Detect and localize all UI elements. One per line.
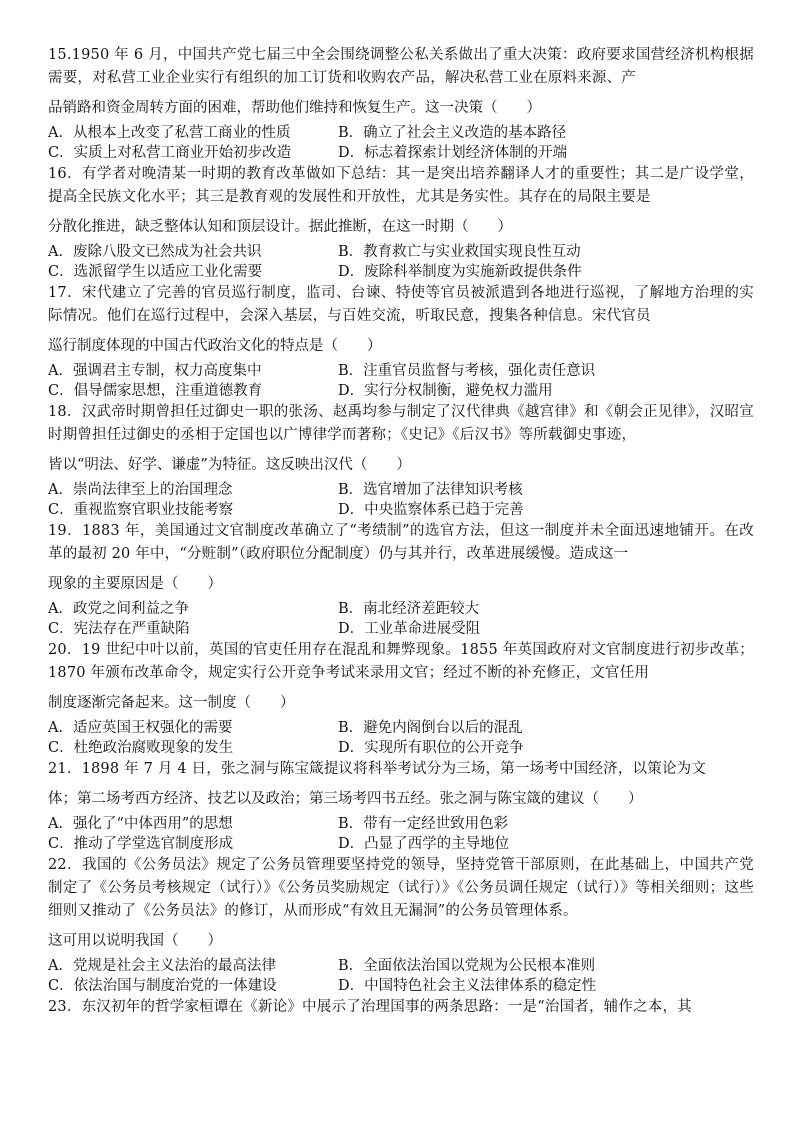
option-b[interactable]: B．避免内阁倒台以后的混乱 bbox=[338, 720, 523, 736]
question-number: 16． bbox=[48, 166, 83, 182]
question-18 bbox=[48, 401, 754, 520]
question-22 bbox=[48, 854, 754, 996]
option-d[interactable]: D．凸显了西学的主导地位 bbox=[338, 835, 510, 852]
option-a[interactable]: A．政党之间利益之争 bbox=[48, 601, 189, 617]
question-stem: 1950 年 6 月，中国共产党七届三中全会围绕调整公私关系做出了重大决策：政府要求国营经济机构根据需要，对私营工业企业实行有组织的加工订货和收购农产品，解决私营工业在原料来源、产 bbox=[48, 47, 754, 86]
option-c[interactable]: C．依法治国与制度治党的一体建设 bbox=[48, 977, 277, 994]
option-c[interactable]: C．重视监察官职业技能考察 bbox=[48, 501, 234, 518]
option-b[interactable]: B．教育救亡与实业救国实现良性互动 bbox=[338, 244, 581, 260]
option-a[interactable]: A．废除八股文已然成为社会共识 bbox=[48, 244, 262, 260]
option-d[interactable]: D．标志着探索计划经济体制的开端 bbox=[338, 144, 568, 161]
options bbox=[48, 481, 754, 520]
question-stem: 我国的《公务员法》规定了公务员管理要坚持党的领导，坚持党管干部原则，在此基础上，中国共产党制定了《公务员考核规定（试行）》《公务员奖励规定（试行）》《公务员调任规定（试行）》等相关细则；这些细则又推动了《公务员法》的修订，从而形成“有效且无漏洞”的公务员管理体系。 bbox=[48, 857, 754, 919]
question-stem: 19 世纪中叶以前，英国的官吏任用存在混乱和舞弊现象。1855 年英国政府对文官制度进行初步改革；1870 年颁布改革命令，规定实行公开竞争考试来录用文官；经过不断的补充修正，文官任用 bbox=[48, 642, 754, 681]
option-b[interactable]: B．选官增加了法律知识考核 bbox=[338, 482, 523, 498]
question-stem-end: 现象的主要原因是（ ） bbox=[48, 576, 222, 592]
question-stem-end: 皆以“明法、好学、谦虚”为特征。这反映出汉代（ ） bbox=[48, 457, 411, 473]
question-number: 17． bbox=[48, 285, 83, 301]
options bbox=[48, 243, 754, 282]
question-stem: 1898 年 7 月 4 日，张之洞与陈宝箴提议将科举考试分为三场，第一场考中国经济，以策论为文 bbox=[81, 761, 707, 777]
question-stem-end: 制度逐渐完备起来。这一制度（ ） bbox=[48, 695, 295, 711]
question-stem-end: 品销路和资金周转方面的困难，帮助他们维持和恢复生产。这一决策（ ） bbox=[48, 100, 541, 116]
option-a[interactable]: A．党规是社会主义法治的最高法律 bbox=[48, 958, 276, 974]
question-number: 19． bbox=[48, 523, 83, 539]
option-a[interactable]: A．适应英国王权强化的需要 bbox=[48, 720, 233, 736]
question-16 bbox=[48, 163, 754, 282]
option-d[interactable]: D．中央监察体系已趋于完善 bbox=[338, 501, 524, 518]
question-number: 21． bbox=[48, 761, 82, 777]
question-19 bbox=[48, 520, 754, 639]
option-d[interactable]: D．实现所有职位的公开竞争 bbox=[338, 739, 524, 756]
option-d[interactable]: D．工业革命进展受阻 bbox=[338, 620, 481, 637]
option-b[interactable]: B．确立了社会主义改造的基本路径 bbox=[338, 125, 567, 141]
question-number: 22． bbox=[48, 857, 83, 873]
options bbox=[48, 719, 754, 758]
option-d[interactable]: D．实行分权制衡，避免权力滥用 bbox=[338, 382, 553, 399]
option-a[interactable]: A．崇尚法律至上的治国理念 bbox=[48, 482, 233, 498]
question-stem-end: 巡行制度体现的中国古代政治文化的特点是（ ） bbox=[48, 338, 382, 354]
option-d[interactable]: D．中国特色社会主义法律体系的稳定性 bbox=[338, 977, 597, 994]
question-number: 15. bbox=[48, 47, 72, 63]
question-23 bbox=[48, 996, 754, 1019]
option-b[interactable]: B．带有一定经世致用色彩 bbox=[338, 816, 509, 832]
question-stem: 有学者对晚清某一时期的教育改革做如下总结：其一是突出培养翻译人才的重要性；其二是广设学堂，提高全民族文化水平；其三是教育观的发展性和开放性，尤其是务实性。其存在的局限主要是 bbox=[48, 166, 754, 205]
option-a[interactable]: A．强化了“中体西用”的思想 bbox=[48, 816, 233, 832]
question-stem: 东汉初年的哲学家桓谭在《新论》中展示了治理国事的两条思路：一是“治国者，辅作之本，其 bbox=[81, 999, 692, 1015]
option-c[interactable]: C．实质上对私营工商业开始初步改造 bbox=[48, 144, 292, 161]
option-a[interactable]: A．从根本上改变了私营工商业的性质 bbox=[48, 125, 291, 141]
question-stem-end: 分散化推进，缺乏整体认知和顶层设计。据此推断，在这一时期（ ） bbox=[48, 219, 512, 235]
options bbox=[48, 600, 754, 639]
option-c[interactable]: C．杜绝政治腐败现象的发生 bbox=[48, 739, 234, 756]
question-stem: 汉武帝时期曾担任过御史一职的张汤、赵禹均参与制定了汉代律典《越宫律》和《朝会正见律》，汉昭宣时期曾担任过御史的丞相于定国也以广博律学而著称；《史记》《后汉书》等所载御史事迹， bbox=[48, 404, 754, 443]
option-b[interactable]: B．注重官员监督与考核，强化责任意识 bbox=[338, 363, 596, 379]
option-b[interactable]: B．全面依法治国以党规为公民根本准则 bbox=[338, 958, 596, 974]
question-15 bbox=[48, 44, 754, 163]
question-stem-end: 这可用以说明我国（ ） bbox=[48, 933, 222, 949]
options bbox=[48, 815, 754, 854]
question-number: 18． bbox=[48, 404, 82, 420]
question-21 bbox=[48, 758, 754, 854]
options bbox=[48, 362, 754, 401]
question-stem-end: 体；第二场考西方经济、技艺以及政治；第三场考四书五经。张之洞与陈宝箴的建议（ ） bbox=[48, 791, 643, 807]
option-c[interactable]: C．宪法存在严重缺陷 bbox=[48, 620, 190, 637]
option-c[interactable]: C．选派留学生以适应工业化需要 bbox=[48, 263, 263, 280]
exam-page bbox=[48, 44, 754, 1019]
question-stem: 1883 年，美国通过文官制度改革确立了“考绩制”的选官方法，但这一制度并未全面迅速地铺开。在改革的最初 20 年中，“分赃制”（政府职位分配制度）仍与其并行，改革进展缓慢。造成这一 bbox=[48, 523, 754, 562]
question-17 bbox=[48, 282, 754, 401]
option-a[interactable]: A．强调君主专制，权力高度集中 bbox=[48, 363, 262, 379]
question-stem: 宋代建立了完善的官员巡行制度，监司、台谏、特使等官员被派遣到各地进行巡视，了解地方治理的实际情况。他们在巡行过程中，会深入基层，与百姓交流，听取民意，搜集各种信息。宋代官员 bbox=[48, 285, 754, 324]
question-number: 23． bbox=[48, 999, 82, 1015]
options bbox=[48, 957, 754, 996]
option-c[interactable]: C．推动了学堂选官制度形成 bbox=[48, 835, 234, 852]
question-number: 20． bbox=[48, 642, 82, 658]
question-20 bbox=[48, 639, 754, 758]
option-b[interactable]: B．南北经济差距较大 bbox=[338, 601, 480, 617]
options bbox=[48, 124, 754, 163]
option-d[interactable]: D．废除科举制度为实施新政提供条件 bbox=[338, 263, 582, 280]
option-c[interactable]: C．倡导儒家思想，注重道德教育 bbox=[48, 382, 263, 399]
